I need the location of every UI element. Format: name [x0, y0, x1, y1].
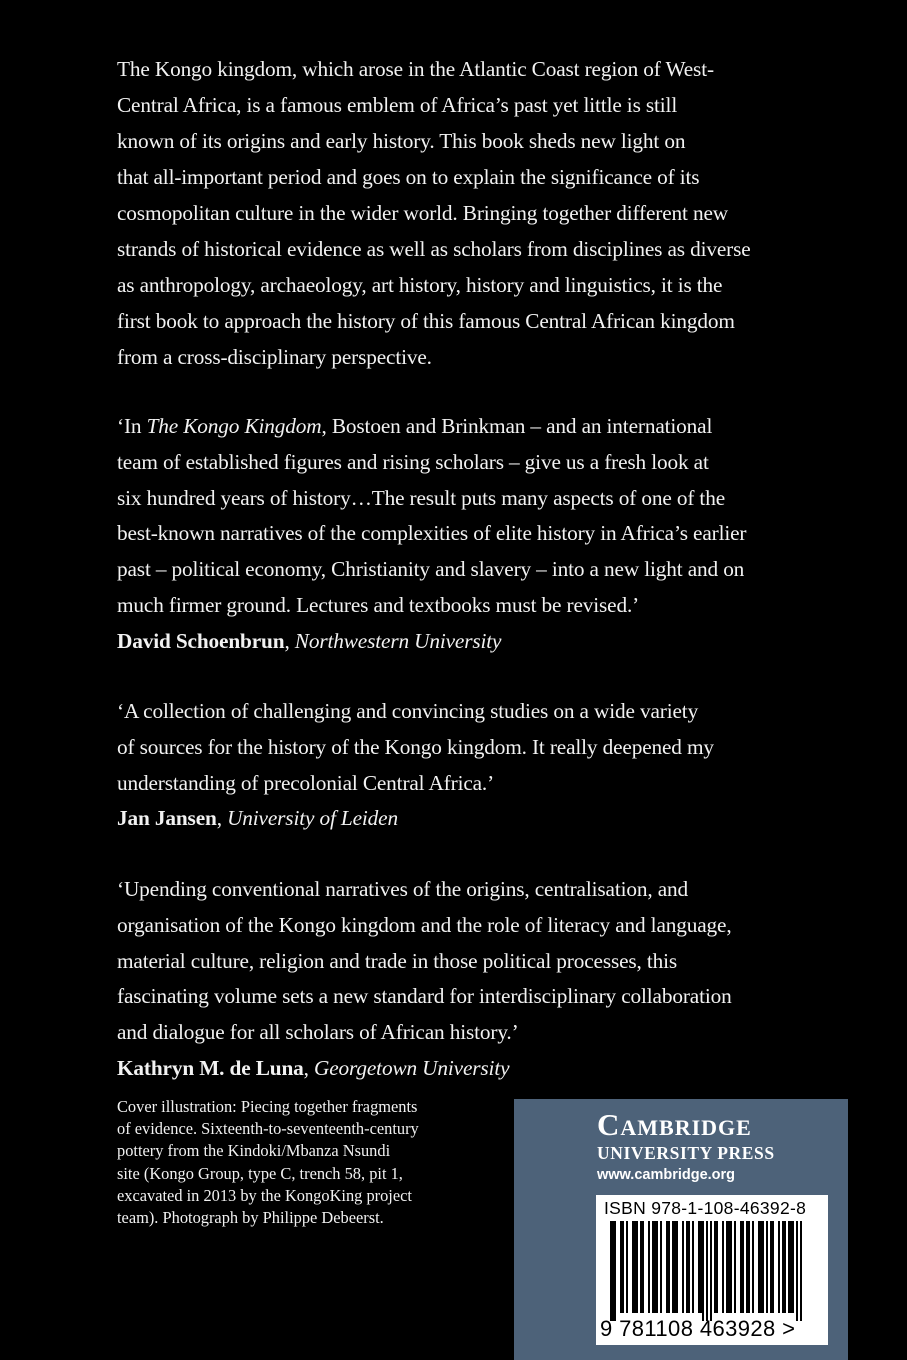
barcode-bar	[674, 1221, 676, 1313]
barcode-bar	[692, 1221, 694, 1313]
review-line: past – political economy, Christianity and slavery – into a new light and on	[117, 557, 745, 582]
review-author: Jan Jansen	[117, 806, 217, 831]
review-text: ‘In	[117, 414, 147, 438]
barcode-bar	[706, 1221, 708, 1321]
review-attribution: David Schoenbrun, Northwestern University	[117, 628, 502, 653]
barcode-bar	[766, 1221, 768, 1313]
publisher-url: www.cambridge.org	[597, 1167, 736, 1183]
barcode-bar	[782, 1221, 784, 1313]
cover-note-line: of evidence. Sixteenth-to-seventeenth-century	[117, 1119, 419, 1139]
barcode-bar	[654, 1221, 656, 1313]
barcode-bar	[772, 1221, 774, 1313]
cover-illustration-credit	[117, 1096, 497, 1229]
review-author: Kathryn M. de Luna	[117, 1055, 304, 1080]
barcode-bar	[698, 1221, 700, 1313]
barcode-digits: 9 781108 463928 >	[600, 1316, 796, 1341]
review-first-line	[117, 409, 817, 445]
barcode-bar	[702, 1221, 704, 1321]
review-attribution: Jan Jansen, University of Leiden	[117, 806, 398, 831]
barcode-bar	[714, 1221, 716, 1313]
barcode-bar	[620, 1221, 622, 1313]
cover-note-line: pottery from the Kindoki/Mbanza Nsundi	[117, 1141, 391, 1161]
barcode-bar	[726, 1221, 728, 1313]
review-line: team of established figures and rising scholars – give us a fresh look at	[117, 449, 709, 474]
barcode-bar	[688, 1221, 690, 1313]
review-line: and dialogue for all scholars of African history.’	[117, 1020, 519, 1045]
barcode-bar	[784, 1221, 786, 1313]
barcode-bar	[760, 1221, 762, 1313]
barcode-bar	[716, 1221, 718, 1313]
barcode-bar	[748, 1221, 750, 1313]
cover-note-line: site (Kongo Group, type C, trench 58, pit 1,	[117, 1163, 403, 1183]
book-title: The Kongo Kingdom	[146, 414, 322, 438]
barcode-bar	[668, 1221, 670, 1313]
review-line: organisation of the Kongo kingdom and the role of literacy and language,	[117, 912, 732, 937]
barcode-bar	[666, 1221, 668, 1313]
barcode-bar	[792, 1221, 794, 1313]
barcode-bar	[710, 1221, 712, 1321]
barcode-bar	[614, 1221, 616, 1321]
review-text: , Bostoen and Brinkman – and an international	[321, 414, 713, 438]
review-author: David Schoenbrun	[117, 628, 285, 653]
review-affiliation: University of Leiden	[227, 806, 398, 831]
cover-note-line: Cover illustration: Piecing together fragments	[117, 1097, 418, 1116]
barcode-bar	[728, 1221, 730, 1313]
review-quote-jansen	[117, 694, 817, 837]
barcode-bar	[758, 1221, 760, 1313]
barcode-bar	[730, 1221, 732, 1313]
cover-note-line: team). Photograph by Philippe Debeerst.	[117, 1208, 384, 1228]
blurb-line: as anthropology, archaeology, art history, history and linguistics, it is the	[117, 273, 723, 297]
barcode-bar	[682, 1221, 684, 1313]
publisher-panel	[514, 1099, 848, 1360]
review-affiliation: Northwestern University	[294, 628, 502, 653]
barcode-bar	[796, 1221, 798, 1321]
book-blurb	[117, 51, 817, 375]
blurb-line: that all-important period and goes on to explain the significance of its	[117, 165, 700, 189]
barcode-bar	[640, 1221, 642, 1313]
publisher-name: Cambridge	[597, 1107, 752, 1142]
barcode-bar	[648, 1221, 650, 1313]
barcode-bar	[656, 1221, 658, 1313]
isbn-barcode	[596, 1195, 828, 1345]
cover-note-line: excavated in 2013 by the KongoKing project	[117, 1185, 412, 1205]
isbn-label: ISBN 978-1-108-46392-8	[604, 1198, 807, 1218]
barcode-bar	[626, 1221, 628, 1313]
barcode-bar	[778, 1221, 780, 1313]
barcode-bar	[746, 1221, 748, 1313]
review-line: of sources for the history of the Kongo kingdom. It really deepened my	[117, 734, 714, 759]
barcode-bar	[676, 1221, 678, 1313]
blurb-line: cosmopolitan culture in the wider world. Bringing together different new	[117, 201, 728, 225]
blurb-line: The Kongo kingdom, which arose in the Atlantic Coast region of West-	[117, 57, 714, 81]
review-quote-schoenbrun	[117, 409, 817, 660]
barcode-bar	[762, 1221, 764, 1313]
barcode-bar	[612, 1221, 614, 1321]
review-line: ‘A collection of challenging and convincing studies on a wide variety	[117, 699, 699, 723]
barcode-bar	[742, 1221, 744, 1313]
barcode-bar	[632, 1221, 634, 1313]
barcode-bar	[790, 1221, 792, 1313]
barcode-bar	[752, 1221, 754, 1313]
review-line: material culture, religion and trade in those political processes, this	[117, 948, 678, 973]
blurb-line: strands of historical evidence as well as scholars from disciplines as diverse	[117, 237, 751, 261]
publisher-subtitle: UNIVERSITY PRESS	[597, 1143, 775, 1163]
barcode-bar	[622, 1221, 624, 1313]
review-line: understanding of precolonial Central Africa.’	[117, 770, 495, 795]
barcode-bar	[700, 1221, 702, 1313]
review-line: best-known narratives of the complexities of elite history in Africa’s earlier	[117, 521, 747, 546]
review-line: ‘Upending conventional narratives of the origins, centralisation, and	[117, 877, 688, 901]
blurb-line: from a cross-disciplinary perspective.	[117, 345, 432, 369]
barcode-bar	[788, 1221, 790, 1313]
barcode-bar	[634, 1221, 636, 1313]
barcode-bar	[722, 1221, 724, 1313]
barcode-bar	[652, 1221, 654, 1313]
review-attribution: Kathryn M. de Luna, Georgetown University	[117, 1055, 510, 1080]
review-line: fascinating volume sets a new standard for interdisciplinary collaboration	[117, 984, 732, 1009]
barcode-bar	[660, 1221, 662, 1313]
barcode-bar	[610, 1221, 612, 1321]
review-affiliation: Georgetown University	[314, 1055, 510, 1080]
barcode-bar	[740, 1221, 742, 1313]
review-line: six hundred years of history…The result puts many aspects of one of the	[117, 485, 725, 510]
blurb-line: first book to approach the history of this famous Central African kingdom	[117, 309, 735, 333]
blurb-line: Central Africa, is a famous emblem of Africa’s past yet little is still	[117, 93, 678, 117]
barcode-bar	[672, 1221, 674, 1313]
barcode-bar	[636, 1221, 638, 1313]
barcode-bar	[642, 1221, 644, 1313]
review-line: much firmer ground. Lectures and textbooks must be revised.’	[117, 592, 640, 617]
barcode-bar	[686, 1221, 688, 1313]
blurb-line: known of its origins and early history. This book sheds new light on	[117, 129, 686, 153]
barcode-bar	[800, 1221, 802, 1321]
barcode-bar	[770, 1221, 772, 1313]
barcode-bar	[734, 1221, 736, 1313]
review-quote-de-luna	[117, 872, 817, 1087]
